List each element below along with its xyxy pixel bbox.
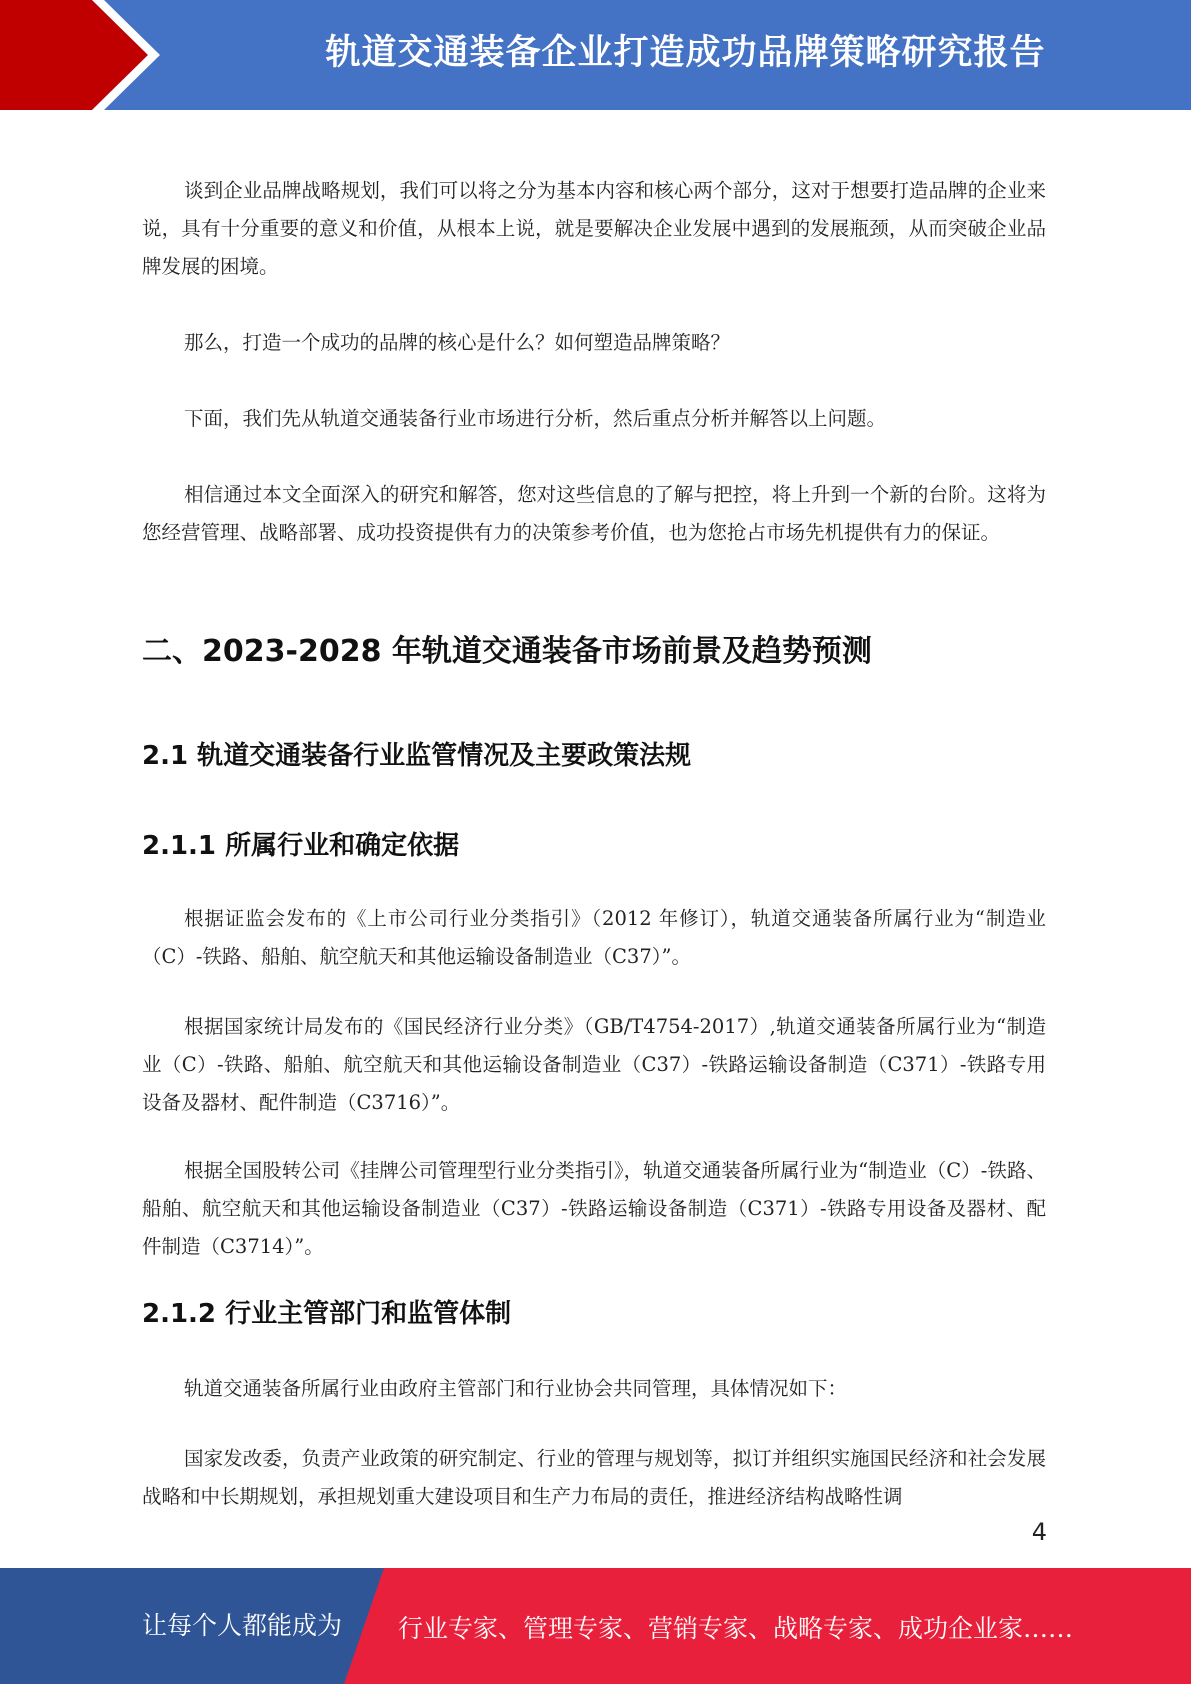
paragraph-csrc: 根据证监会发布的《上市公司行业分类指引》（2012 年修订），轨道交通装备所属行业为“制造业（C）-铁路、船舶、航空航天和其他运输设备制造业（C37）”。 [142, 907, 1046, 968]
subsubsection-heading: 2.1.2 行业主管部门和监管体制 [142, 1299, 512, 1329]
page-header [0, 0, 1191, 110]
page-footer [0, 1568, 1191, 1684]
subsection-heading: 2.1 轨道交通装备行业监管情况及主要政策法规 [142, 741, 692, 771]
page-number: 4 [1031, 1518, 1047, 1546]
section-heading: 二、2023-2028 年轨道交通装备市场前景及趋势预测 [142, 634, 872, 669]
paragraph-question: 那么，打造一个成功的品牌的核心是什么？如何塑造品牌策略？ [184, 331, 731, 354]
paragraph-ndrc: 国家发改委，负责产业政策的研究制定、行业的管理与规划等，拟订并组织实施国民经济和社会发展战略和中长期规划，承担规划重大建设项目和生产力布局的责任，推进经济结构战略性调 [142, 1447, 1046, 1508]
paragraph-intro: 谈到企业品牌战略规划，我们可以将之分为基本内容和核心两个部分，这对于想要打造品牌的企业来说，具有十分重要的意义和价值，从根本上说，就是要解决企业发展中遇到的发展瓶颈，从而突破企业品牌发展的困境。 [142, 179, 1046, 278]
paragraph-value: 相信通过本文全面深入的研究和解答，您对这些信息的了解与把控，将上升到一个新的台阶。这将为您经营管理、战略部署、成功投资提供有力的决策参考价值，也为您抢占市场先机提供有力的保证。 [142, 483, 1046, 544]
footer-slogan-right: 行业专家、管理专家、营销专家、战略专家、成功企业家…… [398, 1614, 1074, 1643]
paragraph-nbs: 根据国家统计局发布的《国民经济行业分类》（GB/T4754-2017）,轨道交通装备所属行业为“制造业（C）-铁路、船舶、航空航天和其他运输设备制造业（C37）-铁路运输设备制造（C371）-铁路专用设备及器材、配件制造（C3716）”。 [142, 1015, 1046, 1114]
paragraph-overview: 下面，我们先从轨道交通装备行业市场进行分析，然后重点分析并解答以上问题。 [184, 407, 887, 430]
paragraph-neeq: 根据全国股转公司《挂牌公司管理型行业分类指引》，轨道交通装备所属行业为“制造业（C）-铁路、船舶、航空航天和其他运输设备制造业（C37）-铁路运输设备制造（C371）-铁路专用设备及器材、配件制造（C3714）”。 [142, 1159, 1046, 1258]
footer-slogan-left: 让每个人都能成为 [142, 1611, 343, 1640]
paragraph-management: 轨道交通装备所属行业由政府主管部门和行业协会共同管理，具体情况如下： [184, 1377, 848, 1400]
document-title: 轨道交通装备企业打造成功品牌策略研究报告 [325, 33, 1046, 73]
subsubsection-heading: 2.1.1 所属行业和确定依据 [142, 831, 460, 861]
